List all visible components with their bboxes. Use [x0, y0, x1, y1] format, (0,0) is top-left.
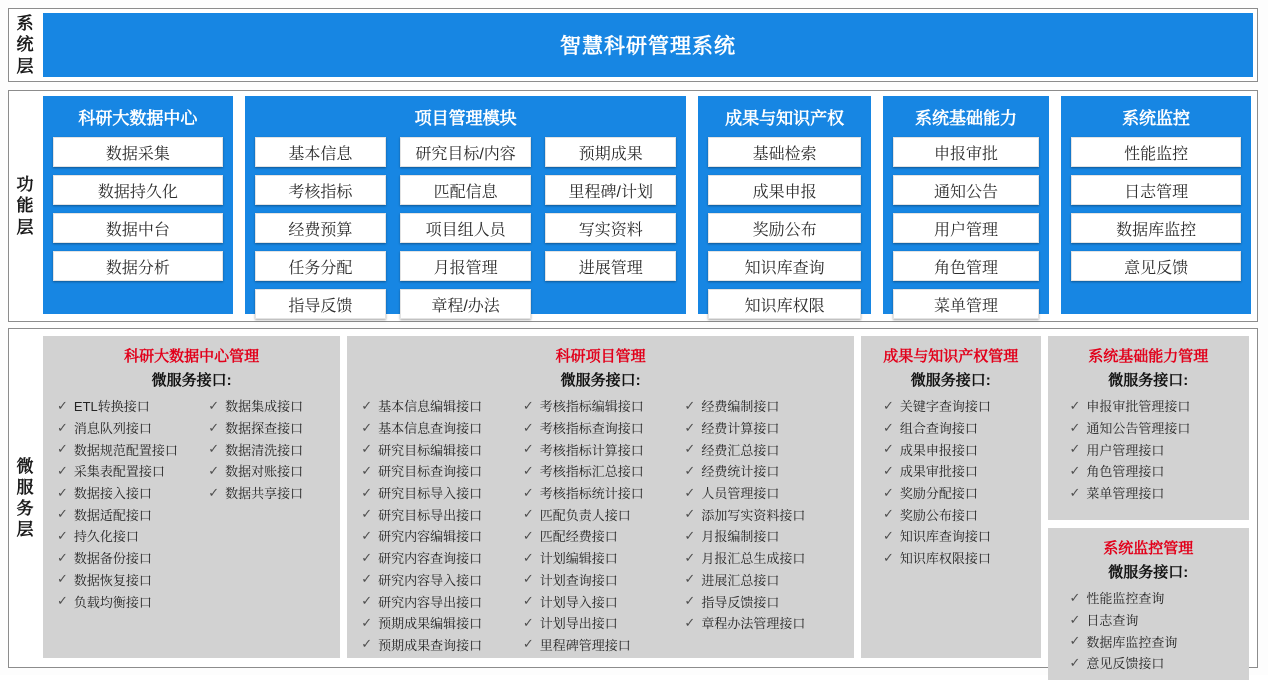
system-layer-band — [8, 8, 1258, 82]
check-icon: ✓ — [361, 462, 373, 478]
check-icon: ✓ — [522, 593, 534, 609]
ms-panel-title: 系统监控管理 — [1103, 540, 1194, 557]
ms-interface-item-label: 申报审批管理接口 — [1086, 399, 1191, 415]
ms-interface-item-label: 数据接入接口 — [73, 486, 152, 502]
ms-interface-item — [883, 438, 1033, 460]
check-icon: ✓ — [361, 419, 373, 435]
ms-panel-title: 系统基础能力管理 — [1088, 348, 1209, 365]
ms-interface-item — [57, 590, 208, 612]
check-icon: ✓ — [882, 549, 894, 565]
ms-interface-item-label: 数据清洗接口 — [225, 442, 304, 458]
ms-interface-item-label: 菜单管理接口 — [1086, 486, 1165, 502]
ms-interface-item — [57, 417, 208, 439]
ms-interface-heading: 微服务接口: — [910, 372, 991, 389]
ms-interface-item — [208, 460, 332, 482]
check-icon: ✓ — [882, 441, 894, 457]
ms-interface-item — [684, 482, 846, 504]
ms-interface-item-label: 指导反馈接口 — [701, 594, 780, 610]
ms-interface-item-label: 成果审批接口 — [899, 464, 978, 480]
ms-interface-item — [57, 525, 208, 547]
ms-interface-item — [684, 590, 846, 612]
check-icon: ✓ — [1069, 419, 1081, 435]
ms-interface-item-label: 日志查询 — [1086, 613, 1139, 629]
ms-interface-item — [883, 503, 1033, 525]
ms-interface-item-label: 数据规范配置接口 — [73, 442, 178, 458]
function-item: 数据采集 — [53, 137, 223, 167]
ms-panel-system-basic-mgmt — [1048, 336, 1249, 520]
check-icon: ✓ — [57, 419, 68, 435]
ms-interface-item-label: 匹配经费接口 — [539, 529, 618, 545]
ms-interface-item — [684, 569, 846, 591]
ms-interface-item-label: 计划导出接口 — [539, 616, 618, 632]
ms-interface-item — [361, 395, 523, 417]
ms-interface-heading: 微服务接口: — [560, 372, 641, 389]
function-item: 进展管理 — [545, 251, 676, 281]
check-icon: ✓ — [361, 441, 373, 457]
check-icon: ✓ — [57, 462, 68, 478]
ms-interface-item — [684, 417, 846, 439]
check-icon: ✓ — [684, 614, 696, 630]
ms-interface-item-label: 负载均衡接口 — [73, 594, 152, 610]
ms-interface-item — [1070, 482, 1241, 504]
function-item: 基本信息 — [255, 137, 386, 167]
check-icon: ✓ — [361, 593, 373, 609]
function-item: 成果申报 — [708, 175, 861, 205]
ms-interface-item-label: 人员管理接口 — [701, 486, 780, 502]
ms-interface-item — [883, 482, 1033, 504]
ms-interface-item-label: 考核指标查询接口 — [539, 421, 644, 437]
ms-interface-item — [1070, 630, 1241, 652]
function-item: 考核指标 — [255, 175, 386, 205]
ms-panel-big-data-mgmt — [43, 336, 340, 658]
function-item: 基础检索 — [708, 137, 861, 167]
system-title-bar — [43, 13, 1253, 77]
ms-interface-item-label: 计划查询接口 — [539, 572, 618, 588]
check-icon: ✓ — [57, 506, 68, 522]
check-icon: ✓ — [684, 397, 696, 413]
ms-panel-columns — [355, 395, 846, 655]
check-icon: ✓ — [522, 462, 534, 478]
function-panel-title: 科研大数据中心 — [78, 109, 198, 128]
ms-interface-heading: 微服务接口: — [1108, 372, 1189, 389]
check-icon: ✓ — [684, 419, 696, 435]
ms-interface-item-label: 匹配负责人接口 — [539, 507, 631, 523]
ms-interface-item-label: 预期成果查询接口 — [378, 637, 483, 653]
ms-interface-item-label: 组合查询接口 — [899, 421, 978, 437]
ms-interface-item — [1070, 652, 1241, 674]
ms-interface-item — [523, 460, 685, 482]
check-icon: ✓ — [522, 614, 534, 630]
ms-panel-columns — [1056, 587, 1241, 674]
function-item: 日志管理 — [1071, 175, 1241, 205]
system-title: 智慧科研管理系统 — [560, 35, 736, 58]
function-item: 数据中台 — [53, 213, 223, 243]
check-icon: ✓ — [361, 484, 373, 500]
ms-interface-item-label: 经费汇总接口 — [701, 442, 780, 458]
ms-interface-item — [523, 569, 685, 591]
ms-interface-item-label: 数据对账接口 — [225, 464, 304, 480]
ms-interface-item-label: 经费统计接口 — [701, 464, 780, 480]
function-item: 知识库权限 — [708, 289, 861, 319]
function-panel-system-basic — [883, 96, 1049, 314]
ms-interface-item-label: 经费编制接口 — [701, 399, 780, 415]
function-panel-title: 系统监控 — [1122, 109, 1191, 128]
ms-interface-item — [361, 547, 523, 569]
function-panel-items — [1071, 137, 1241, 281]
check-icon: ✓ — [208, 484, 220, 500]
function-item: 数据库监控 — [1071, 213, 1241, 243]
check-icon: ✓ — [57, 441, 68, 457]
ms-panel-title: 科研大数据中心管理 — [124, 348, 260, 365]
ms-interface-item — [361, 590, 523, 612]
check-icon: ✓ — [522, 441, 534, 457]
check-icon: ✓ — [361, 549, 373, 565]
ms-interface-item-label: 持久化接口 — [73, 529, 139, 545]
check-icon: ✓ — [684, 506, 696, 522]
ms-interface-item — [523, 547, 685, 569]
ms-interface-item — [57, 460, 208, 482]
ms-interface-item-label: 性能监控查询 — [1086, 591, 1165, 607]
check-icon: ✓ — [1069, 589, 1081, 605]
ms-column — [523, 395, 685, 655]
ms-interface-item — [361, 482, 523, 504]
check-icon: ✓ — [522, 484, 534, 500]
ms-interface-item — [208, 482, 332, 504]
ms-interface-item-label: 研究内容编辑接口 — [378, 529, 483, 545]
ms-interface-item — [684, 460, 846, 482]
ms-interface-item — [684, 503, 846, 525]
ms-interface-item — [361, 569, 523, 591]
ms-interface-item-label: 预期成果编辑接口 — [378, 616, 483, 632]
ms-interface-item — [361, 525, 523, 547]
ms-interface-item — [361, 634, 523, 656]
ms-panel-project-mgmt — [347, 336, 854, 658]
ms-interface-item-label: 研究目标导入接口 — [378, 486, 483, 502]
ms-panel-columns — [51, 395, 332, 612]
ms-interface-item — [208, 438, 332, 460]
ms-interface-item — [1070, 417, 1241, 439]
ms-interface-item — [523, 634, 685, 656]
function-layer-label-text: 功能层 — [16, 175, 34, 237]
ms-column — [208, 395, 332, 503]
ms-interface-item-label: 考核指标计算接口 — [539, 442, 644, 458]
check-icon: ✓ — [882, 527, 894, 543]
function-item: 通知公告 — [893, 175, 1039, 205]
function-item: 意见反馈 — [1071, 251, 1241, 281]
check-icon: ✓ — [57, 593, 68, 609]
function-item: 用户管理 — [893, 213, 1039, 243]
check-icon: ✓ — [684, 527, 696, 543]
ms-interface-item-label: 通知公告管理接口 — [1086, 421, 1191, 437]
ms-interface-item-label: 意见反馈接口 — [1086, 656, 1165, 672]
ms-interface-item — [361, 612, 523, 634]
ms-interface-item — [883, 525, 1033, 547]
check-icon: ✓ — [208, 419, 220, 435]
ms-interface-heading: 微服务接口: — [151, 372, 232, 389]
ms-interface-item — [361, 503, 523, 525]
check-icon: ✓ — [522, 549, 534, 565]
check-icon: ✓ — [882, 506, 894, 522]
ms-interface-item-label: 奖励公布接口 — [899, 507, 978, 523]
function-item: 任务分配 — [255, 251, 386, 281]
function-item: 章程/办法 — [400, 289, 531, 319]
ms-interface-item-label: 角色管理接口 — [1086, 464, 1165, 480]
ms-interface-item-label: 用户管理接口 — [1086, 442, 1165, 458]
ms-interface-item — [208, 417, 332, 439]
ms-interface-item-label: 月报编制接口 — [701, 529, 780, 545]
function-item: 预期成果 — [545, 137, 676, 167]
function-panel-title: 系统基础能力 — [915, 109, 1018, 128]
microservice-layer-label-text: 微服务层 — [16, 456, 34, 540]
ms-column — [361, 395, 523, 655]
ms-interface-item-label: 研究内容查询接口 — [378, 551, 483, 567]
ms-interface-item-label: 基本信息查询接口 — [378, 421, 483, 437]
ms-interface-item — [57, 503, 208, 525]
function-item: 奖励公布 — [708, 213, 861, 243]
check-icon: ✓ — [361, 527, 373, 543]
check-icon: ✓ — [57, 571, 68, 587]
ms-interface-item — [523, 503, 685, 525]
ms-interface-item-label: 知识库权限接口 — [899, 551, 991, 567]
check-icon: ✓ — [208, 462, 220, 478]
check-icon: ✓ — [684, 549, 696, 565]
check-icon: ✓ — [361, 614, 373, 630]
check-icon: ✓ — [57, 549, 68, 565]
ms-interface-item — [523, 612, 685, 634]
ms-panel-group-2 — [861, 336, 1041, 658]
check-icon: ✓ — [57, 397, 68, 413]
function-item: 匹配信息 — [400, 175, 531, 205]
check-icon: ✓ — [522, 527, 534, 543]
ms-panel-system-monitor-mgmt — [1048, 528, 1249, 680]
ms-interface-item-label: 研究内容导出接口 — [378, 594, 483, 610]
ms-interface-item — [523, 438, 685, 460]
microservice-panels — [41, 329, 1257, 672]
ms-interface-item-label: 知识库查询接口 — [899, 529, 991, 545]
function-panel-title: 项目管理模块 — [414, 109, 517, 128]
check-icon: ✓ — [1069, 611, 1081, 627]
ms-interface-item-label: 基本信息编辑接口 — [378, 399, 483, 415]
ms-interface-item — [523, 590, 685, 612]
function-panel-items — [893, 137, 1039, 319]
ms-interface-item — [523, 525, 685, 547]
ms-interface-item-label: 研究目标查询接口 — [378, 464, 483, 480]
function-panel-big-data-center — [43, 96, 233, 314]
check-icon: ✓ — [1069, 462, 1081, 478]
check-icon: ✓ — [361, 506, 373, 522]
ms-interface-item — [1070, 587, 1241, 609]
ms-interface-item-label: 月报汇总生成接口 — [701, 551, 806, 567]
check-icon: ✓ — [1069, 441, 1081, 457]
ms-interface-item — [883, 547, 1033, 569]
ms-column — [1070, 587, 1241, 674]
ms-interface-item — [883, 417, 1033, 439]
function-panel-title: 成果与知识产权 — [725, 109, 845, 128]
ms-interface-item — [684, 525, 846, 547]
check-icon: ✓ — [1069, 654, 1081, 670]
function-layer-label — [9, 91, 41, 321]
ms-interface-item — [57, 482, 208, 504]
function-panel-project-management — [245, 96, 686, 314]
ms-interface-item-label: 经费计算接口 — [701, 421, 780, 437]
ms-interface-item-label: 添加写实资料接口 — [701, 507, 806, 523]
check-icon: ✓ — [208, 397, 220, 413]
ms-interface-item — [1070, 438, 1241, 460]
ms-interface-item — [57, 569, 208, 591]
ms-column — [1070, 395, 1241, 503]
ms-interface-item — [883, 395, 1033, 417]
ms-interface-item-label: 数据适配接口 — [73, 507, 152, 523]
ms-interface-item — [523, 395, 685, 417]
function-item: 经费预算 — [255, 213, 386, 243]
ms-interface-item — [684, 395, 846, 417]
ms-interface-item — [57, 438, 208, 460]
ms-column — [883, 395, 1033, 569]
function-item: 里程碑/计划 — [545, 175, 676, 205]
ms-interface-item — [361, 417, 523, 439]
check-icon: ✓ — [882, 484, 894, 500]
check-icon: ✓ — [522, 636, 534, 652]
system-layer-label — [9, 9, 41, 81]
check-icon: ✓ — [882, 462, 894, 478]
ms-interface-item — [883, 460, 1033, 482]
check-icon: ✓ — [361, 636, 373, 652]
function-panels — [41, 91, 1257, 321]
function-item: 项目组人员 — [400, 213, 531, 243]
microservice-layer-band — [8, 328, 1258, 672]
ms-interface-item-label: 考核指标汇总接口 — [539, 464, 644, 480]
ms-panel-title: 成果与知识产权管理 — [883, 348, 1019, 365]
ms-interface-item — [208, 395, 332, 417]
ms-interface-item-label: ETL转换接口 — [73, 399, 150, 415]
ms-interface-item-label: 数据集成接口 — [225, 399, 304, 415]
check-icon: ✓ — [684, 571, 696, 587]
ms-interface-item-label: 计划导入接口 — [539, 594, 618, 610]
ms-panel-columns — [1056, 395, 1241, 503]
ms-interface-item-label: 考核指标统计接口 — [539, 486, 644, 502]
microservice-layer-label — [9, 329, 41, 667]
ms-panel-title: 科研项目管理 — [555, 348, 646, 365]
check-icon: ✓ — [361, 571, 373, 587]
check-icon: ✓ — [522, 506, 534, 522]
function-item: 知识库查询 — [708, 251, 861, 281]
function-panel-items — [53, 137, 223, 281]
ms-interface-item — [1070, 395, 1241, 417]
check-icon: ✓ — [882, 397, 894, 413]
ms-interface-item — [57, 395, 208, 417]
check-icon: ✓ — [684, 593, 696, 609]
function-panel-achievements-ip — [698, 96, 871, 314]
ms-interface-heading: 微服务接口: — [1108, 564, 1189, 581]
function-item: 性能监控 — [1071, 137, 1241, 167]
ms-interface-item — [523, 482, 685, 504]
ms-interface-item-label: 研究目标导出接口 — [378, 507, 483, 523]
function-panel-items — [708, 137, 861, 319]
function-item: 角色管理 — [893, 251, 1039, 281]
ms-panel-group-1 — [347, 336, 854, 658]
ms-panel-achievements-ip-mgmt — [861, 336, 1041, 658]
ms-column — [684, 395, 846, 634]
ms-interface-item-label: 考核指标编辑接口 — [539, 399, 644, 415]
system-layer-label-text: 系统层 — [16, 14, 34, 76]
function-item: 数据分析 — [53, 251, 223, 281]
ms-interface-item-label: 进展汇总接口 — [701, 572, 780, 588]
function-layer-band — [8, 90, 1258, 322]
check-icon: ✓ — [522, 419, 534, 435]
function-item: 数据持久化 — [53, 175, 223, 205]
function-item: 菜单管理 — [893, 289, 1039, 319]
function-item: 指导反馈 — [255, 289, 386, 319]
ms-interface-item-label: 数据共享接口 — [225, 486, 304, 502]
ms-interface-item-label: 章程办法管理接口 — [701, 616, 806, 632]
check-icon: ✓ — [57, 527, 68, 543]
function-item: 写实资料 — [545, 213, 676, 243]
ms-interface-item-label: 计划编辑接口 — [539, 551, 618, 567]
ms-interface-item — [361, 438, 523, 460]
ms-panel-group-3 — [1048, 336, 1249, 672]
ms-interface-item-label: 数据库监控查询 — [1086, 634, 1178, 650]
ms-interface-item — [684, 612, 846, 634]
ms-interface-item — [523, 417, 685, 439]
ms-panel-columns — [869, 395, 1033, 569]
ms-interface-item-label: 奖励分配接口 — [899, 486, 978, 502]
check-icon: ✓ — [1069, 397, 1081, 413]
check-icon: ✓ — [522, 397, 534, 413]
function-item: 月报管理 — [400, 251, 531, 281]
check-icon: ✓ — [684, 441, 696, 457]
check-icon: ✓ — [882, 419, 894, 435]
ms-interface-item-label: 研究内容导入接口 — [378, 572, 483, 588]
function-item: 申报审批 — [893, 137, 1039, 167]
ms-interface-item-label: 采集表配置接口 — [73, 464, 165, 480]
ms-interface-item — [684, 547, 846, 569]
ms-interface-item-label: 数据探查接口 — [225, 421, 304, 437]
ms-interface-item-label: 研究目标编辑接口 — [378, 442, 483, 458]
function-panel-items — [255, 137, 676, 319]
ms-interface-item-label: 关键字查询接口 — [899, 399, 991, 415]
ms-interface-item-label: 数据恢复接口 — [73, 572, 152, 588]
ms-interface-item — [361, 460, 523, 482]
check-icon: ✓ — [208, 441, 220, 457]
ms-interface-item — [57, 547, 208, 569]
check-icon: ✓ — [1069, 484, 1081, 500]
ms-interface-item-label: 成果申报接口 — [899, 442, 978, 458]
function-item: 研究目标/内容 — [400, 137, 531, 167]
ms-interface-item-label: 消息队列接口 — [73, 421, 152, 437]
check-icon: ✓ — [684, 462, 696, 478]
check-icon: ✓ — [1069, 633, 1081, 649]
ms-column — [57, 395, 208, 612]
ms-interface-item-label: 里程碑管理接口 — [539, 637, 631, 653]
check-icon: ✓ — [684, 484, 696, 500]
check-icon: ✓ — [57, 484, 68, 500]
check-icon: ✓ — [522, 571, 534, 587]
ms-interface-item — [684, 438, 846, 460]
ms-interface-item — [1070, 609, 1241, 631]
function-panel-system-monitor — [1061, 96, 1251, 314]
ms-interface-item — [1070, 460, 1241, 482]
ms-panel-group-0 — [43, 336, 340, 658]
check-icon: ✓ — [361, 397, 373, 413]
ms-interface-item-label: 数据备份接口 — [73, 551, 152, 567]
